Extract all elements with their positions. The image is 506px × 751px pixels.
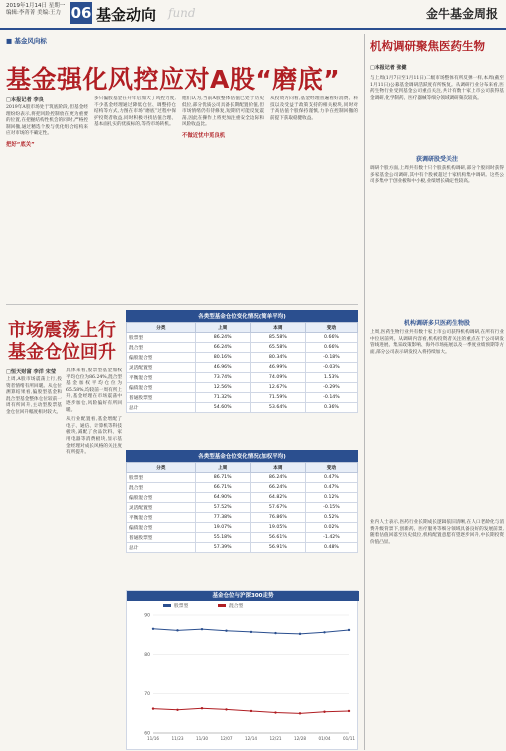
table-cell: -0.14% bbox=[305, 393, 357, 403]
table-cell: 19.05% bbox=[250, 523, 305, 533]
section-divider bbox=[6, 304, 358, 305]
table-cell: 0.66% bbox=[305, 333, 357, 343]
table-cell: 46.99% bbox=[250, 363, 305, 373]
table-row bbox=[127, 343, 358, 353]
table-cell: 偏股混合型 bbox=[127, 493, 196, 503]
data-point bbox=[323, 631, 325, 633]
table-cell: 86.71% bbox=[195, 473, 250, 483]
mid-text-3: 从行业配置看,基金增配了电子、通信、计算机等科技板块,减配了食品饮料、家用电器等消费板块,显示基金经理对成长风格的关注度有所提升。 bbox=[66, 417, 122, 456]
data-point bbox=[225, 630, 227, 632]
table-cell: 76.86% bbox=[250, 513, 305, 523]
table-cell: 86.24% bbox=[250, 473, 305, 483]
table-caption: 各类型基金仓位变化情况(加权平均) bbox=[126, 450, 358, 462]
data-point bbox=[201, 628, 203, 630]
table-cell: -1.42% bbox=[305, 533, 357, 543]
table-row bbox=[127, 403, 358, 413]
side-text-3: 业内人士表示,医药行业长期成长逻辑依旧清晰,在人口老龄化与消费升级背景下,创新药、医疗服务等细分领域具备良好的发展前景,随着估值回落至历史低位,机构配置意愿有望逐步回升,中长期投资价值凸显。 bbox=[370, 520, 504, 545]
mid-headline bbox=[8, 320, 116, 364]
x-tick-label: 12/07 bbox=[220, 736, 233, 741]
table-cell: 偏债混合型 bbox=[127, 523, 196, 533]
table-row bbox=[127, 513, 358, 523]
table-header: 本周 bbox=[250, 323, 305, 333]
data-point bbox=[323, 711, 325, 713]
table-cell: 66.24% bbox=[250, 483, 305, 493]
chart-title: 基金仓位与沪深300走势 bbox=[127, 591, 359, 601]
position-table-simple bbox=[126, 310, 358, 413]
lead-article-col1 bbox=[6, 96, 88, 301]
lead-text-3: 他们认为,当前A股整体估值已处于历史低位,部分优质公司具备长期配置价值,但市场情绪仍有待修复,短期仍可能反复震荡,因此在操作上将更加注重安全边际和风险收益比。 bbox=[182, 96, 264, 128]
table-cell: 80.34% bbox=[250, 353, 305, 363]
x-tick-label: 12/14 bbox=[244, 736, 258, 741]
y-tick-label: 60 bbox=[144, 731, 150, 737]
x-tick-label: 01/04 bbox=[318, 736, 331, 741]
table-cell: 64.90% bbox=[195, 493, 250, 503]
side-intro: 与上周(1月7日至1月11日)二级市场整体有所反弹一样,本周(截至1月11日)公募基金调研活跃度有所恢复。从调研行业分布来看,医药生物行业受到基金公司重点关注,共计有数十家上市公司获得基金调研,化学制药、医疗器械等细分领域调研频次较高。 bbox=[370, 76, 504, 101]
table-cell: 19.07% bbox=[195, 523, 250, 533]
data-point bbox=[348, 629, 350, 631]
table-cell: 平衡混合型 bbox=[127, 513, 196, 523]
table-cell: 54.60% bbox=[195, 403, 250, 413]
table-cell: 普通股票型 bbox=[127, 533, 196, 543]
table-cell: 0.47% bbox=[305, 473, 357, 483]
table-row bbox=[127, 523, 358, 533]
table-cell: 56.91% bbox=[250, 543, 305, 553]
table-cell: 偏债混合型 bbox=[127, 383, 196, 393]
table-header: 上周 bbox=[195, 463, 250, 473]
table-cell: 混合型 bbox=[127, 343, 196, 353]
data-point bbox=[299, 712, 301, 714]
x-tick-label: 12/28 bbox=[293, 736, 307, 741]
legend-swatch bbox=[163, 604, 171, 607]
column-kicker: ■ 基金风向标 bbox=[6, 37, 47, 45]
table-cell: 0.48% bbox=[305, 543, 357, 553]
table-cell: 65.58% bbox=[250, 343, 305, 353]
table-cell: 64.82% bbox=[250, 493, 305, 503]
x-tick-label: 01/11 bbox=[342, 736, 356, 741]
x-tick-label: 12/21 bbox=[269, 736, 282, 741]
table-cell: 12.67% bbox=[250, 383, 305, 393]
table-cell: 46.96% bbox=[195, 363, 250, 373]
table-cell: 71.59% bbox=[250, 393, 305, 403]
mid-text-2: 具体来看,股票型基金加权平均仓位为86.24%,混合型基金加权平均仓位为65.58%,均较前一周有所上升,基金经理在市场震荡中逐步加仓,风险偏好有所回暖。 bbox=[66, 368, 122, 413]
table-row bbox=[127, 333, 358, 343]
side-text-2: 上周,医药生物行业共有数十家上市公司获得机构调研,在所有行业中位居前列。从调研内容看,机构投资者关注的重点在于公司研发管线进展、集采政策影响、海外市场拓展以及一季度业绩预期等方面,部分公司表示研发投入将持续加大。 bbox=[370, 330, 504, 355]
table-cell: 混合型 bbox=[127, 483, 196, 493]
table-cell: -0.15% bbox=[305, 503, 357, 513]
legend-swatch bbox=[218, 604, 226, 607]
table-cell: 85.58% bbox=[250, 333, 305, 343]
position-chart bbox=[126, 590, 358, 750]
mid-headline-text: 市场震荡上行 基金仓位回升 bbox=[8, 320, 116, 363]
data-point bbox=[225, 708, 227, 710]
section-watermark: fund bbox=[168, 6, 196, 20]
table-header: 本周 bbox=[250, 463, 305, 473]
editor-line: 编辑:李菁菁 美编:王力 bbox=[6, 10, 61, 16]
masthead-title: 金牛基金周报 bbox=[425, 7, 498, 21]
lead-subhead-1: 把好“底关” bbox=[6, 141, 35, 148]
table-row bbox=[127, 383, 358, 393]
table-cell: 77.38% bbox=[195, 513, 250, 523]
x-tick-label: 11/16 bbox=[146, 736, 160, 741]
table-row bbox=[127, 503, 358, 513]
section-title: 基金动向 bbox=[96, 6, 157, 24]
table-cell: 总计 bbox=[127, 543, 196, 553]
table-row bbox=[127, 493, 358, 503]
table-cell: 0.36% bbox=[305, 403, 357, 413]
side-byline: □本报记者 张健 bbox=[370, 65, 407, 71]
lead-headline: 基金强化风控应对A股“磨底” bbox=[6, 65, 341, 94]
data-point bbox=[274, 711, 276, 713]
page-number: 06 bbox=[70, 4, 92, 22]
table-cell: 0.52% bbox=[305, 513, 357, 523]
table-cell: 74.09% bbox=[250, 373, 305, 383]
table-cell: 66.24% bbox=[195, 343, 250, 353]
y-tick-label: 70 bbox=[144, 692, 150, 698]
data-point bbox=[299, 633, 301, 635]
table-cell: 1.53% bbox=[305, 373, 357, 383]
lead-byline: □本报记者 李良 bbox=[6, 97, 44, 103]
table-header: 分类 bbox=[127, 323, 196, 333]
table-cell: 55.18% bbox=[195, 533, 250, 543]
lead-text-2: 多只偏股基金在开年后加大了风控力度,不少基金经理通过降低仓位、调整持仓结构等方式,力图在市场“磨底”过程中保护投资者收益,同时积极寻找估值合理、基本面扎实的优质标的,等待市场转机。 bbox=[94, 96, 176, 128]
table-cell: 71.32% bbox=[195, 393, 250, 403]
data-point bbox=[152, 628, 154, 630]
mid-text-1: 上周,A股市场震荡上行,投资者情绪有所回暖。从仓位测算结果看,偏股型基金和混合型基金整体仓位较前一周有所回升,主动型股票基金仓位回升幅度相对较大。 bbox=[6, 377, 62, 415]
table-cell: 12.56% bbox=[195, 383, 250, 393]
table-row bbox=[127, 353, 358, 363]
table-row bbox=[127, 473, 358, 483]
data-point bbox=[176, 709, 178, 711]
lead-article-col3 bbox=[182, 96, 264, 301]
table-cell: 0.47% bbox=[305, 483, 357, 493]
data-point bbox=[348, 710, 350, 712]
table-cell: 73.74% bbox=[195, 373, 250, 383]
table-cell: 灵活配置型 bbox=[127, 503, 196, 513]
table-cell: 平衡混合型 bbox=[127, 373, 196, 383]
table-header: 变动 bbox=[305, 463, 357, 473]
data-point bbox=[274, 632, 276, 634]
date-line: 2019年1月14日 星期一 bbox=[6, 3, 66, 9]
column-rule bbox=[364, 34, 365, 750]
issue-date bbox=[6, 3, 65, 17]
table-caption: 各类型基金仓位变化情况(简单平均) bbox=[126, 310, 358, 322]
data-point bbox=[250, 710, 252, 712]
table-row bbox=[127, 543, 358, 553]
table-cell: 0.66% bbox=[305, 343, 357, 353]
legend-label: 混合型 bbox=[229, 604, 244, 609]
table-cell: 57.52% bbox=[195, 503, 250, 513]
table-cell: 80.16% bbox=[195, 353, 250, 363]
data-point bbox=[201, 707, 203, 709]
table-row bbox=[127, 373, 358, 383]
data-point bbox=[250, 631, 252, 633]
table-row bbox=[127, 533, 358, 543]
side-subhead-1: 获调研股受关注 bbox=[415, 156, 458, 163]
table-cell: 偏股混合型 bbox=[127, 353, 196, 363]
table-cell: 总计 bbox=[127, 403, 196, 413]
table-row bbox=[127, 363, 358, 373]
table-cell: 57.39% bbox=[195, 543, 250, 553]
data-point bbox=[176, 629, 178, 631]
table-cell: 56.61% bbox=[250, 533, 305, 543]
table-header: 上周 bbox=[195, 323, 250, 333]
side-subhead-2: 机构调研多只医药生物股 bbox=[403, 320, 470, 327]
table-cell: 股票型 bbox=[127, 333, 196, 343]
lead-subhead-2: 不做近忧中觅良机 bbox=[182, 132, 226, 139]
y-tick-label: 80 bbox=[144, 652, 150, 658]
table-cell: 灵活配置型 bbox=[127, 363, 196, 373]
x-tick-label: 11/23 bbox=[171, 736, 184, 741]
lead-text-4: 从投资方向看,基金经理普遍看好消费、科技以及受益于政策支持的相关板块,同时对于高估值个股保持谨慎,力争在控制回撤的前提下获取稳健收益。 bbox=[270, 96, 358, 121]
table-row bbox=[127, 393, 358, 403]
table-cell: 66.71% bbox=[195, 483, 250, 493]
chart-svg bbox=[127, 601, 359, 751]
lead-text-1: 2019年A股市场处于筑底阶段,但基金经理纷纷表示,将把风险控制放在更为重要的位置,在把握结构性机会的同时,严格控制回撤,通过精选个股与优化组合结构来应对市场的不确定性。 bbox=[6, 105, 88, 137]
y-tick-label: 90 bbox=[144, 613, 150, 619]
table-cell: -0.29% bbox=[305, 383, 357, 393]
table-cell: 普通股票型 bbox=[127, 393, 196, 403]
table-cell: 53.64% bbox=[250, 403, 305, 413]
lead-article-col2 bbox=[94, 96, 176, 301]
table-cell: 0.12% bbox=[305, 493, 357, 503]
x-tick-label: 11/30 bbox=[195, 736, 209, 741]
mid-article-col2 bbox=[66, 368, 122, 750]
table-header: 分类 bbox=[127, 463, 196, 473]
table-cell: 86.24% bbox=[195, 333, 250, 343]
mid-byline: □恒天财富 李洋 宋莹 bbox=[6, 369, 57, 375]
table-cell: 57.67% bbox=[250, 503, 305, 513]
legend-label: 股票型 bbox=[174, 604, 189, 609]
mid-article-col1 bbox=[6, 368, 62, 750]
table-cell: 0.02% bbox=[305, 523, 357, 533]
table-cell: 股票型 bbox=[127, 473, 196, 483]
side-headline: 机构调研聚焦医药生物 bbox=[370, 39, 485, 53]
page-header bbox=[0, 0, 506, 30]
side-text-1: 调研个股方面,上周共有数十只个股获机构调研,部分个股同时获得多家基金公司调研,其中有个股被超过十家机构集中调研。这些公司多集中于创业板和中小板,业绩增长确定性较高。 bbox=[370, 166, 504, 185]
data-point bbox=[152, 707, 154, 709]
table-row bbox=[127, 483, 358, 493]
lead-article-col4 bbox=[270, 96, 358, 301]
table-cell: -0.03% bbox=[305, 363, 357, 373]
position-table-weighted bbox=[126, 450, 358, 553]
table-header: 变动 bbox=[305, 323, 357, 333]
table-cell: -0.18% bbox=[305, 353, 357, 363]
